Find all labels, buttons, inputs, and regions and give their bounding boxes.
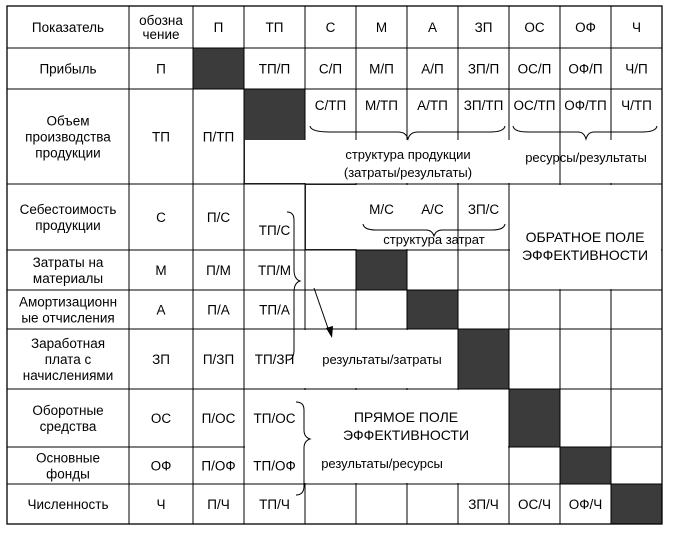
- reverse-field-label: ОБРАТНОЕ ПОЛЕ: [525, 229, 645, 245]
- header-designation: чение: [142, 27, 180, 42]
- header-column: Ч: [632, 20, 641, 35]
- row-symbol: А: [156, 302, 166, 318]
- matrix-cell: П/ОС: [201, 411, 236, 426]
- shaded-cell: [356, 250, 407, 290]
- header-column: ТП: [265, 20, 284, 35]
- product-structure-label: (затраты/результаты): [343, 165, 473, 180]
- row-label: плата с: [44, 352, 92, 367]
- matrix-cell: М/ТП: [365, 98, 398, 113]
- resources-results-label: ресурсы/результаты: [525, 150, 647, 165]
- header-column: ОФ: [575, 20, 596, 35]
- row-label: продукции: [35, 218, 101, 233]
- matrix-cell: ТП/ОФ: [253, 458, 296, 474]
- header-column: ОС: [524, 20, 545, 35]
- matrix-cell: Ч/П: [625, 61, 648, 77]
- row-label: Объем: [46, 113, 90, 129]
- header-column: С: [325, 20, 336, 35]
- matrix-cell: А/П: [421, 61, 444, 77]
- matrix-cell: ТП/ЗП: [254, 352, 295, 367]
- row-symbol: ОС: [150, 411, 172, 426]
- row-label: средства: [39, 419, 97, 434]
- cost-structure-label: структура затрат: [383, 232, 485, 247]
- matrix-cell: П/ТП: [202, 129, 235, 145]
- matrix-cell: А/ТП: [417, 98, 448, 113]
- row-label: продукции: [35, 145, 101, 161]
- matrix-cell: ОС/ТП: [513, 98, 556, 113]
- row-symbol: ТП: [152, 129, 170, 145]
- matrix-cell: ЗП/Ч: [468, 497, 499, 512]
- row-symbol: М: [155, 263, 167, 278]
- matrix-cell: С/ТП: [314, 98, 347, 113]
- matrix-cell: ТП/С: [258, 223, 291, 238]
- row-label: производства: [25, 129, 111, 145]
- results-costs-label: результаты/затраты: [322, 352, 442, 367]
- matrix-cell: М/П: [369, 61, 394, 77]
- row-symbol: ЗП: [152, 352, 170, 367]
- direct-field-label: ПРЯМОЕ ПОЛЕ: [353, 409, 459, 425]
- direct-field-label: ЭФФЕКТИВНОСТИ: [342, 427, 470, 443]
- matrix-cell: ОС/П: [517, 61, 552, 77]
- shaded-cell: [193, 48, 244, 89]
- row-symbol: С: [156, 210, 166, 225]
- row-label: Заработная: [30, 336, 106, 351]
- matrix-cell: ТП/П: [258, 61, 291, 77]
- matrix-cell: ЗП/П: [467, 61, 500, 77]
- row-label: Численность: [27, 497, 109, 512]
- matrix-cell: ЗП/С: [467, 202, 500, 217]
- matrix-cell: П/А: [207, 302, 230, 318]
- row-label: Прибыль: [39, 61, 97, 77]
- shaded-cell: [560, 447, 611, 484]
- shaded-cell: [458, 329, 509, 389]
- header-designation: обозна: [139, 13, 183, 28]
- matrix-cell: ОФ/Ч: [568, 497, 603, 512]
- header-column: М: [375, 20, 388, 35]
- row-label: начислениями: [22, 368, 114, 383]
- matrix-cell: П/Ч: [207, 497, 230, 512]
- row-label: материалы: [32, 271, 104, 286]
- brace-resources: [513, 126, 657, 139]
- product-structure-label: структура продукции: [345, 147, 471, 162]
- shaded-cell: [611, 484, 662, 524]
- row-symbol: П: [156, 61, 166, 77]
- matrix-cell: ОФ/ТП: [564, 98, 607, 113]
- results-resources-label: результаты/ресурсы: [321, 456, 443, 471]
- matrix-cell: Ч/ТП: [621, 98, 652, 113]
- shaded-cell: [407, 290, 458, 329]
- matrix-cell: ОС/Ч: [518, 497, 551, 512]
- matrix-cell: ТП/Ч: [259, 497, 290, 512]
- matrix-cell: ОФ/П: [568, 61, 603, 77]
- matrix-cell: С/П: [318, 61, 343, 77]
- matrix-cell: М/С: [369, 202, 394, 217]
- row-label: ые отчисления: [21, 310, 115, 326]
- matrix-cell: ТП/ОС: [253, 411, 296, 426]
- row-label: Затраты на: [32, 255, 104, 270]
- row-label: Основные: [35, 450, 101, 466]
- matrix-cell: П/ЗП: [202, 352, 235, 367]
- matrix-cell: ТП/М: [258, 263, 291, 278]
- row-label: Себестоимость: [19, 202, 117, 217]
- matrix-cell: ЗП/ТП: [463, 98, 504, 113]
- row-label: фонды: [46, 466, 90, 482]
- row-symbol: ОФ: [150, 458, 172, 474]
- shaded-cell: [509, 389, 560, 447]
- matrix-cell: ТП/А: [259, 302, 290, 318]
- header-column: П: [213, 20, 224, 35]
- row-label: Оборотные: [32, 403, 104, 418]
- matrix-cell: П/ОФ: [201, 458, 236, 474]
- reverse-field-label: ЭФФЕКТИВНОСТИ: [521, 247, 649, 263]
- matrix-cell: П/М: [206, 263, 231, 278]
- matrix-cell: П/С: [206, 210, 231, 225]
- row-symbol: Ч: [156, 497, 166, 512]
- arrow-line: [314, 288, 330, 334]
- row-label: Амортизационн: [18, 294, 118, 310]
- header-column: ЗП: [474, 20, 493, 35]
- header-column: А: [427, 20, 438, 35]
- matrix-cell: А/С: [421, 202, 444, 217]
- header-indicator: Показатель: [31, 20, 105, 35]
